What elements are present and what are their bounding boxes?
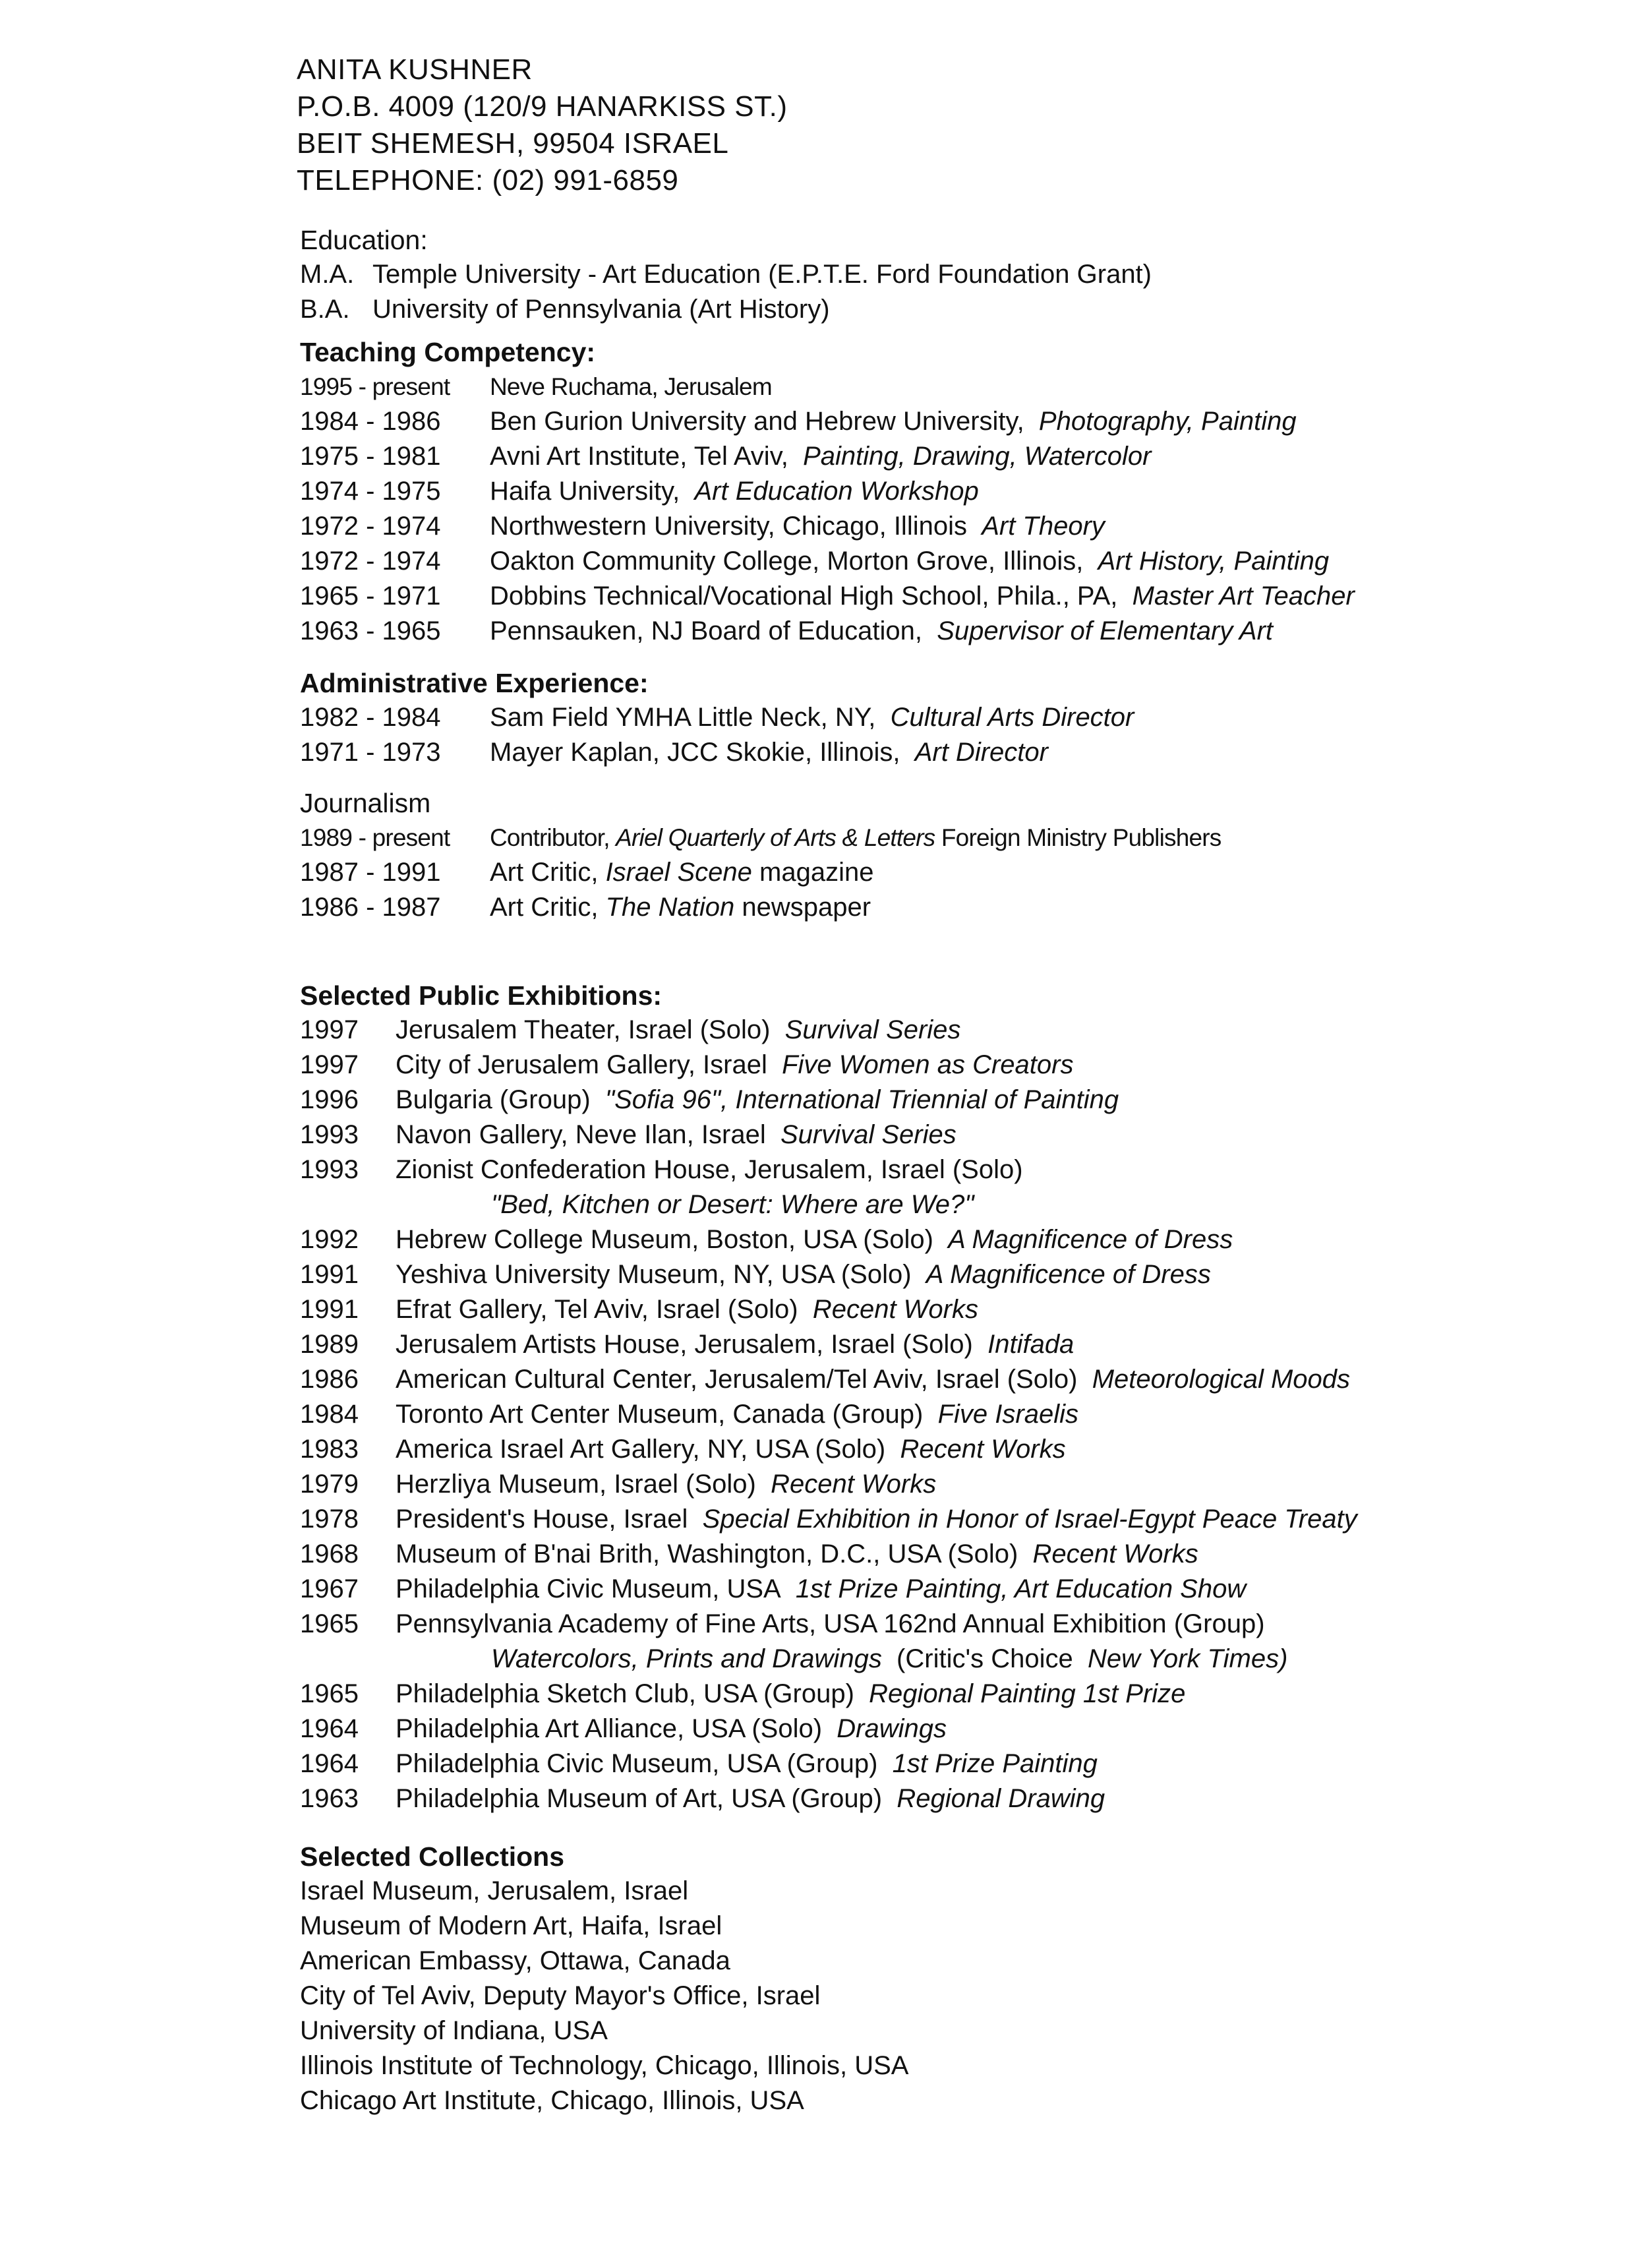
exhibition-item	[300, 1118, 1612, 1152]
position: Cultural Arts Director	[890, 703, 1134, 732]
venue: American Cultural Center, Jerusalem/Tel Aviv, Israel (Solo)	[396, 1365, 1078, 1394]
telephone: TELEPHONE: (02) 991-6859	[297, 164, 679, 196]
show-title: Drawings	[837, 1714, 947, 1743]
year: 1979	[300, 1470, 359, 1499]
year: 1993	[300, 1120, 359, 1149]
collection-item: University of Indiana, USA	[300, 2016, 608, 2045]
years: 1965 - 1971	[300, 582, 441, 611]
venue: Philadelphia Art Alliance, USA (Solo)	[396, 1714, 823, 1743]
years: 1984 - 1986	[300, 407, 441, 436]
degree: B.A.	[300, 295, 350, 324]
venue: Philadelphia Civic Museum, USA (Group)	[396, 1749, 878, 1778]
show-title: Five Israelis	[937, 1400, 1078, 1429]
contact-header	[297, 51, 787, 199]
role: Art Critic,	[490, 893, 599, 922]
venue: Jerusalem Theater, Israel (Solo)	[396, 1015, 771, 1044]
publication-type: newspaper	[742, 893, 871, 922]
show-title: A Magnificence of Dress	[948, 1225, 1233, 1254]
exhibition-item	[300, 1327, 1612, 1362]
publication-type: magazine	[759, 858, 874, 887]
show-title: Special Exhibition in Honor of Israel-Egypt Peace Treaty	[702, 1505, 1357, 1534]
year: 1965	[300, 1679, 359, 1708]
subject: Photography, Painting	[1038, 407, 1297, 436]
show-title: Watercolors, Prints and Drawings	[491, 1644, 882, 1673]
year: 1997	[300, 1015, 359, 1044]
show-title: Regional Drawing	[897, 1784, 1105, 1813]
education-item	[300, 292, 1612, 327]
teaching-item	[300, 474, 1612, 509]
role: Art Critic,	[490, 858, 599, 887]
education-title: Education:	[300, 225, 428, 255]
exhibition-item	[300, 1083, 1612, 1118]
organization: Mayer Kaplan, JCC Skokie, Illinois,	[490, 738, 900, 767]
years: 1975 - 1981	[300, 442, 441, 471]
exhibition-item	[300, 1152, 1612, 1187]
year: 1967	[300, 1574, 359, 1603]
publisher: Foreign Ministry Publishers	[941, 824, 1221, 851]
collections-section	[300, 1839, 1612, 2118]
venue: Bulgaria (Group)	[396, 1085, 591, 1114]
role: Contributor,	[490, 824, 610, 851]
exhibition-item	[300, 1013, 1612, 1048]
show-title: 1st Prize Painting, Art Education Show	[795, 1574, 1247, 1603]
teaching-item	[300, 509, 1612, 544]
year: 1997	[300, 1050, 359, 1079]
exhibition-item	[300, 1467, 1612, 1502]
year: 1965	[300, 1609, 359, 1638]
venue: Herzliya Museum, Israel (Solo)	[396, 1470, 756, 1499]
exhibition-item	[300, 1746, 1612, 1781]
subject: Painting, Drawing, Watercolor	[803, 442, 1152, 471]
venue: America Israel Art Gallery, NY, USA (Solo)	[396, 1435, 886, 1464]
show-title: Recent Works	[771, 1470, 937, 1499]
show-title: Meteorological Moods	[1092, 1365, 1351, 1394]
education-section	[300, 223, 1612, 327]
exhibition-item	[300, 1257, 1612, 1292]
year: 1983	[300, 1435, 359, 1464]
institution: Avni Art Institute, Tel Aviv,	[490, 442, 788, 471]
exhibition-item	[300, 1712, 1612, 1746]
exhibition-item	[300, 1572, 1612, 1607]
venue: Philadelphia Civic Museum, USA	[396, 1574, 781, 1603]
year: 1978	[300, 1505, 359, 1534]
years: 1972 - 1974	[300, 547, 441, 576]
institution: Haifa University,	[490, 477, 680, 506]
teaching-item	[300, 369, 1612, 404]
exhibition-continuation: "Bed, Kitchen or Desert: Where are We?"	[491, 1190, 974, 1219]
address-line-2: BEIT SHEMESH, 99504 ISRAEL	[297, 127, 729, 160]
teaching-item	[300, 439, 1612, 474]
years: 1972 - 1974	[300, 512, 441, 541]
show-title: Five Women as Creators	[782, 1050, 1074, 1079]
position: Art Director	[914, 738, 1048, 767]
publication: Ariel Quarterly of Arts & Letters	[616, 824, 935, 851]
years: 1982 - 1984	[300, 703, 441, 732]
exhibition-item	[300, 1537, 1612, 1572]
institution: Oakton Community College, Morton Grove, Illinois,	[490, 547, 1084, 576]
years: 1963 - 1965	[300, 616, 441, 645]
years: 1987 - 1991	[300, 858, 441, 887]
exhibition-item	[300, 1677, 1612, 1712]
show-title: Survival Series	[780, 1120, 956, 1149]
years: 1974 - 1975	[300, 477, 441, 506]
teaching-item	[300, 544, 1612, 579]
exhibitions-section	[300, 978, 1612, 1816]
year: 1993	[300, 1155, 359, 1184]
publication: The Nation	[605, 893, 735, 922]
venue: Philadelphia Sketch Club, USA (Group)	[396, 1679, 854, 1708]
institution: Ben Gurion University and Hebrew University,	[490, 407, 1024, 436]
teaching-item	[300, 579, 1612, 614]
venue: Zionist Confederation House, Jerusalem, Israel (Solo)	[396, 1155, 1023, 1184]
exhibition-item	[300, 1502, 1612, 1537]
venue: Toronto Art Center Museum, Canada (Group)	[396, 1400, 924, 1429]
collection-item: Illinois Institute of Technology, Chicago, Illinois, USA	[300, 2051, 909, 2080]
education-item	[300, 257, 1612, 292]
venue: Navon Gallery, Neve Ilan, Israel	[396, 1120, 766, 1149]
collection-item: Israel Museum, Jerusalem, Israel	[300, 1876, 689, 1905]
show-title: 1st Prize Painting	[892, 1749, 1098, 1778]
show-title: Regional Painting 1st Prize	[869, 1679, 1186, 1708]
exhibitions-title: Selected Public Exhibitions:	[300, 980, 662, 1011]
show-title: Intifada	[987, 1330, 1074, 1359]
venue: Pennsylvania Academy of Fine Arts, USA 162nd Annual Exhibition (Group)	[396, 1609, 1265, 1638]
institution: Dobbins Technical/Vocational High School, Phila., PA,	[490, 582, 1118, 611]
administrative-item	[300, 735, 1612, 770]
exhibition-item	[300, 1292, 1612, 1327]
exhibition-continuation	[300, 1642, 1612, 1677]
collection-item: City of Tel Aviv, Deputy Mayor's Office, Israel	[300, 1981, 821, 2010]
exhibition-item	[300, 1222, 1612, 1257]
venue: President's House, Israel	[396, 1505, 688, 1534]
administrative-item	[300, 700, 1612, 735]
administrative-title: Administrative Experience:	[300, 668, 649, 698]
show-title: "Sofia 96", International Triennial of Painting	[604, 1085, 1119, 1114]
institution: Pennsauken, NJ Board of Education,	[490, 616, 922, 645]
subject: Art Theory	[982, 512, 1105, 541]
journalism-item	[300, 820, 1612, 855]
journalism-item	[300, 855, 1612, 890]
subject: Art Education Workshop	[694, 477, 979, 506]
year: 1963	[300, 1784, 359, 1813]
collection-item: Museum of Modern Art, Haifa, Israel	[300, 1911, 722, 1940]
venue: Efrat Gallery, Tel Aviv, Israel (Solo)	[396, 1295, 798, 1324]
institution: Neve Ruchama, Jerusalem	[490, 373, 772, 400]
year: 1992	[300, 1225, 359, 1254]
journalism-title: Journalism	[300, 788, 431, 818]
education-text: Temple University - Art Education (E.P.T.E. Ford Foundation Grant)	[372, 260, 1152, 289]
year: 1989	[300, 1330, 359, 1359]
venue: City of Jerusalem Gallery, Israel	[396, 1050, 767, 1079]
exhibition-item	[300, 1432, 1612, 1467]
institution: Northwestern University, Chicago, Illinois	[490, 512, 967, 541]
collection-item: Chicago Art Institute, Chicago, Illinois, USA	[300, 2086, 804, 2115]
review-source: New York Times)	[1087, 1644, 1288, 1673]
degree: M.A.	[300, 260, 355, 289]
show-title: A Magnificence of Dress	[926, 1260, 1211, 1289]
year: 1991	[300, 1295, 359, 1324]
teaching-item	[300, 614, 1612, 649]
teaching-title: Teaching Competency:	[300, 337, 596, 367]
years: 1989 - present	[300, 824, 450, 851]
year: 1986	[300, 1365, 359, 1394]
years: 1986 - 1987	[300, 893, 441, 922]
years: 1971 - 1973	[300, 738, 441, 767]
subject: Master Art Teacher	[1132, 582, 1355, 611]
teaching-section	[300, 335, 1612, 649]
journalism-section	[300, 786, 1612, 925]
exhibition-item	[300, 1048, 1612, 1083]
show-title: Recent Works	[812, 1295, 978, 1324]
year: 1996	[300, 1085, 359, 1114]
collection-item: American Embassy, Ottawa, Canada	[300, 1946, 730, 1975]
year: 1984	[300, 1400, 359, 1429]
review-note: (Critic's Choice	[897, 1644, 1073, 1673]
exhibition-item	[300, 1607, 1612, 1642]
years: 1995 - present	[300, 373, 450, 400]
education-text: University of Pennsylvania (Art History)	[372, 295, 830, 324]
year: 1968	[300, 1539, 359, 1568]
teaching-item	[300, 404, 1612, 439]
publication: Israel Scene	[605, 858, 752, 887]
address-line-1: P.O.B. 4009 (120/9 HANARKISS ST.)	[297, 90, 788, 123]
exhibition-item	[300, 1362, 1612, 1397]
administrative-section	[300, 666, 1612, 770]
show-title: Recent Works	[900, 1435, 1066, 1464]
organization: Sam Field YMHA Little Neck, NY,	[490, 703, 876, 732]
venue: Jerusalem Artists House, Jerusalem, Israel (Solo)	[396, 1330, 973, 1359]
subject: Supervisor of Elementary Art	[937, 616, 1274, 645]
show-title: Recent Works	[1032, 1539, 1198, 1568]
year: 1991	[300, 1260, 359, 1289]
journalism-item	[300, 890, 1612, 925]
collections-title: Selected Collections	[300, 1841, 565, 1872]
venue: Hebrew College Museum, Boston, USA (Solo)	[396, 1225, 933, 1254]
subject: Art History, Painting	[1098, 547, 1330, 576]
year: 1964	[300, 1749, 359, 1778]
venue: Yeshiva University Museum, NY, USA (Solo)	[396, 1260, 912, 1289]
applicant-name: ANITA KUSHNER	[297, 53, 533, 86]
venue: Museum of B'nai Brith, Washington, D.C., USA (Solo)	[396, 1539, 1018, 1568]
exhibition-item	[300, 1781, 1612, 1816]
year: 1964	[300, 1714, 359, 1743]
venue: Philadelphia Museum of Art, USA (Group)	[396, 1784, 883, 1813]
exhibition-item	[300, 1397, 1612, 1432]
show-title: Survival Series	[784, 1015, 961, 1044]
